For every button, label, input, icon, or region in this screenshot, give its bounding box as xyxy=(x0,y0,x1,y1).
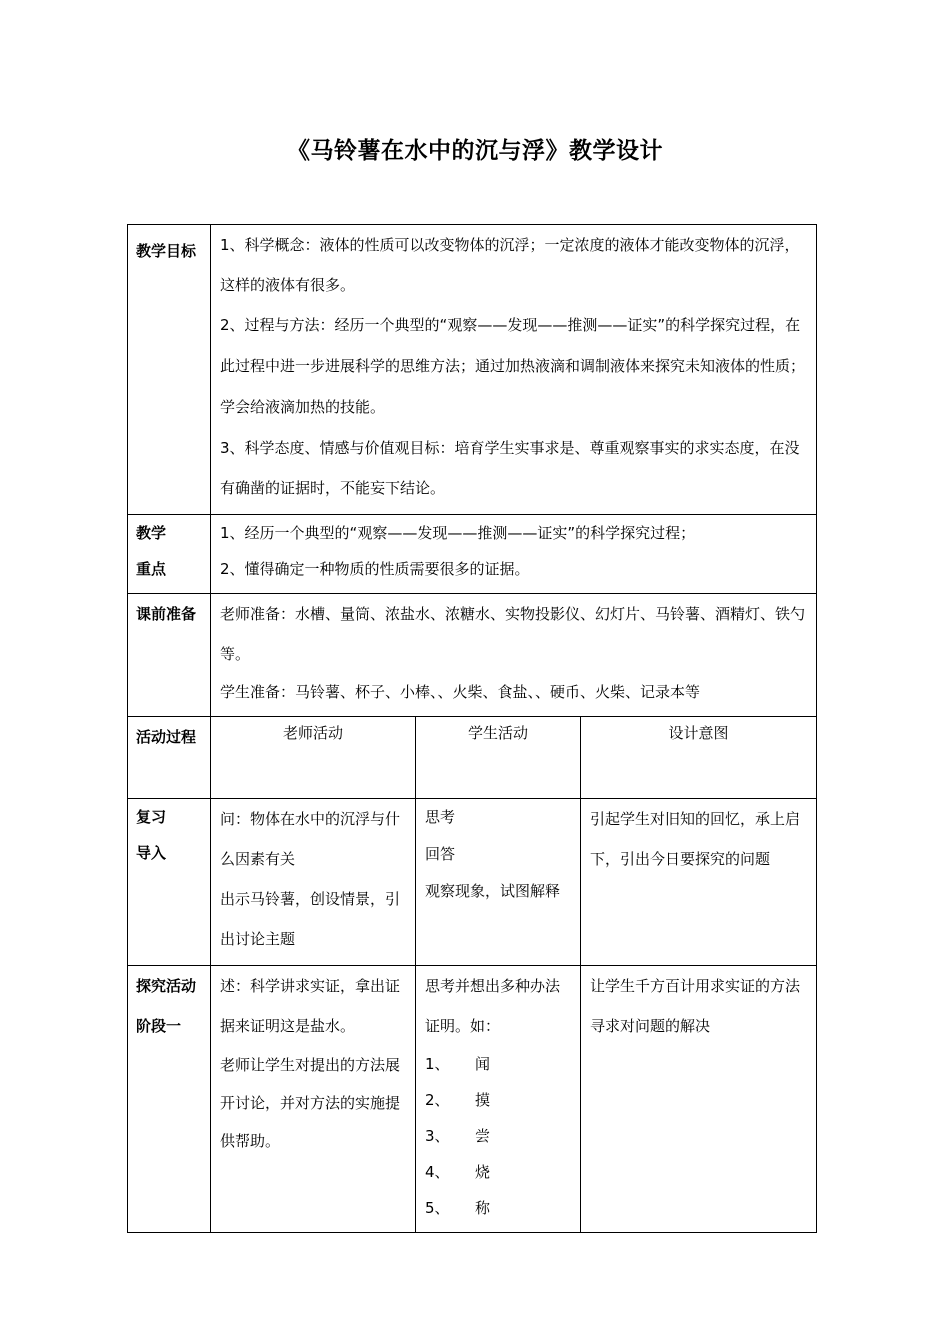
objective-line: 1、科学概念：液体的性质可以改变物体的沉浮；一定浓度的液体才能改变物体的沉浮，这样的液体有很多。 xyxy=(220,236,800,294)
preparation-line: 学生准备：马铃薯、杯子、小棒、、火柴、食盐、、硬币、火柴、记录本等 xyxy=(220,683,701,701)
explore-teacher-line: 老师让学生对提出的方法展开讨论，并对方法的实施提供帮助。 xyxy=(220,1056,401,1150)
explore-teacher-line: 述：科学讲求实证，拿出证据来证明这是盐水。 xyxy=(220,977,401,1035)
explore-teacher xyxy=(211,966,416,1233)
review-teacher xyxy=(211,799,416,966)
focus-line: 1、经历一个典型的“观察——发现——推测——证实”的科学探究过程； xyxy=(220,524,696,542)
objective-line: 2、过程与方法：经历一个典型的“观察——发现——推测——证实”的科学探究过程，在此过程中进一步进展科学的思维方法；通过加热液滴和调制液体来探究未知液体的性质；学会给液滴加热的技能。 xyxy=(220,316,806,416)
review-student-line: 观察现象，试图解释 xyxy=(425,882,561,900)
focus-line: 2、懂得确定一种物质的性质需要很多的证据。 xyxy=(220,560,530,578)
lesson-plan-table xyxy=(127,224,817,1233)
method-number: 3、 xyxy=(425,1127,450,1145)
row-focus xyxy=(128,515,817,594)
document-title: 《马铃薯在水中的沉与浮》教学设计 xyxy=(287,138,663,164)
label-focus xyxy=(128,515,211,594)
preparation-line: 老师准备：水槽、量筒、浓盐水、浓糖水、实物投影仪、幻灯片、马铃薯、酒精灯、铁勺等。 xyxy=(220,605,806,663)
review-student-line: 回答 xyxy=(425,845,456,863)
method-item xyxy=(425,1154,571,1190)
focus-content xyxy=(211,515,817,594)
label-review xyxy=(128,799,211,966)
method-item xyxy=(425,1082,571,1118)
row-objectives xyxy=(128,225,817,515)
explore-student xyxy=(416,966,581,1233)
method-number: 5、 xyxy=(425,1199,450,1217)
review-teacher-line: 出示马铃薯，创设情景，引出讨论主题 xyxy=(220,890,401,948)
explore-intent: 让学生千方百计用求实证的方法寻求对问题的解决 xyxy=(581,966,817,1233)
label-process: 活动过程 xyxy=(128,717,211,799)
preparation-content xyxy=(211,594,817,717)
review-student xyxy=(416,799,581,966)
label-review-1: 复习 xyxy=(136,808,167,826)
method-number: 4、 xyxy=(425,1163,450,1181)
review-teacher-line: 问：物体在水中的沉浮与什么因素有关 xyxy=(220,810,401,868)
method-item xyxy=(425,1190,571,1226)
method-text: 烧 xyxy=(475,1163,491,1181)
method-text: 闻 xyxy=(475,1055,491,1073)
label-objectives: 教学目标 xyxy=(128,225,211,515)
review-student-line: 思考 xyxy=(425,808,456,826)
review-intent: 引起学生对旧知的回忆，承上启下，引出今日要探究的问题 xyxy=(581,799,817,966)
method-number: 1、 xyxy=(425,1055,450,1073)
row-preparation xyxy=(128,594,817,717)
col-header-student: 学生活动 xyxy=(416,717,581,799)
col-header-intent: 设计意图 xyxy=(581,717,817,799)
method-text: 称 xyxy=(475,1199,491,1217)
method-text: 尝 xyxy=(475,1127,491,1145)
method-item xyxy=(425,1046,571,1082)
method-number: 2、 xyxy=(425,1091,450,1109)
label-preparation: 课前准备 xyxy=(128,594,211,717)
method-item xyxy=(425,1118,571,1154)
label-review-2: 导入 xyxy=(136,844,167,862)
method-text: 摸 xyxy=(475,1091,491,1109)
row-process-header xyxy=(128,717,817,799)
objectives-content xyxy=(211,225,817,515)
label-focus-2: 重点 xyxy=(136,560,167,578)
label-focus-1: 教学 xyxy=(136,524,167,542)
row-explore xyxy=(128,966,817,1233)
row-review xyxy=(128,799,817,966)
explore-student-intro: 思考并想出多种办法证明。如： xyxy=(425,977,561,1035)
objective-line: 3、科学态度、情感与价值观目标：培育学生实事求是、尊重观察事实的求实态度，在没有确凿的证据时，不能妄下结论。 xyxy=(220,439,800,497)
col-header-teacher: 老师活动 xyxy=(211,717,416,799)
label-explore: 探究活动阶段一 xyxy=(128,966,211,1233)
